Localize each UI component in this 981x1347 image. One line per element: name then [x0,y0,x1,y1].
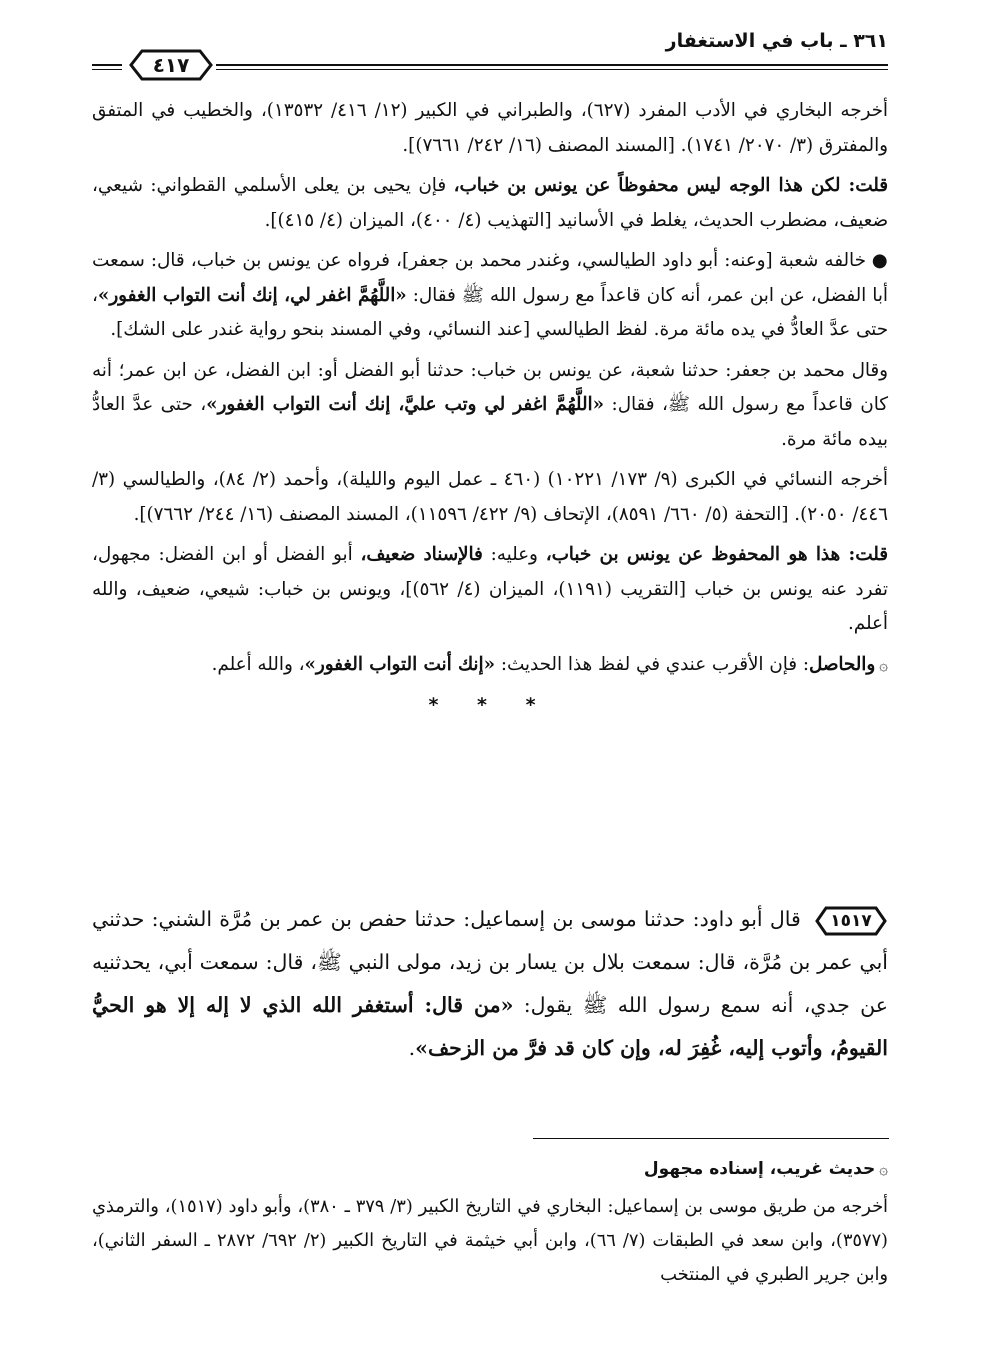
hadith-quote: «اللَّهُمَّ اغفر لي وتب عليَّ، إنك أنت التواب الغفور» [206,394,605,415]
page-number-badge [128,48,214,82]
paragraph-text: ، حتى عدَّ العادُّ بيده مائة مرة. [92,394,888,450]
page-header [92,28,888,82]
bold-lead: والحاصل [808,653,876,675]
hadith-quote: «اللَّهُمَّ اغفر لي، إنك أنت التواب الغفور» [97,284,407,306]
paragraph-2 [92,169,888,238]
paragraph-text: أخرجه البخاري في الأدب المفرد (٦٢٧)، والطبراني في الكبير (١٢/ ٤١٦/ ١٣٥٣٢)، والخطيب في المتفق والمفترق (٣/ ٢٠٧٠/ ١٧٤١). [المسند المصنف (١٦/ ٢٤٢/ ٧٦٦١)]. [92,100,888,156]
paragraph-text: فإن يحيى بن يعلى الأسلمي القطواني: شيعي، ضعيف، مضطرب الحديث، يغلط في الأسانيد [التهذيب (٤/ ٤٠٠)، الميزان (٤/ ٤١٥)]. [92,175,888,231]
paragraph-5 [92,463,888,532]
bold-verdict: فالإسناد ضعيف، [360,544,483,565]
header-rule-left [92,64,122,70]
footnote-paragraph: أخرجه من طريق موسى بن إسماعيل: البخاري في التاريخ الكبير (٣/ ٣٧٩ ـ ٣٨٠)، وأبو داود (١٥١٧)، والترمذي (٣٥٧٧)، وابن سعد في الطبقات (٧/ ٦٦)، وابن أبي خيثمة في التاريخ الكبير (٢/ ٦٩٢/ ٢٨٧٢ ـ السفر الثاني)، وابن جرير الطبري في المنتخب [92,1196,888,1285]
hadith-text-end: . [408,1036,416,1060]
hadith-quote: «من قال: أستغفر الله الذي لا إله إلا هو الحيُّ القيومُ، وأتوب إليه، غُفِرَ له، وإن كان قد فرَّ من الزحف» [92,993,888,1060]
header-rule [216,64,888,70]
ornament-icon: ۞ [879,655,888,674]
paragraph-text: خالفه شعبة [وعنه: أبو داود الطيالسي، وغندر محمد بن جعفر]، فرواه عن يونس بن خباب، قال: سمعت أبا الفضل، عن ابن عمر، أنه كان قاعداً مع رسول الله ﷺ فقال: [92,250,888,306]
page-number: ٤١٧ [152,53,190,77]
paragraph-text: أخرجه النسائي في الكبرى (٩/ ١٧٣/ ١٠٢٢١) (٤٦٠ ـ عمل اليوم والليلة)، وأحمد (٢/ ٨٤)، والطيالسي (٣/ ٤٤٦/ ٢٠٥٠). [التحفة (٥/ ٦٦٠/ ٨٥٩١)، الإتحاف (٩/ ٤٢٢/ ١١٥٩٦)، المسند المصنف (١٦/ ٢٤٤/ ٧٦٦٢)]. [92,469,888,525]
hadith-number-badge [814,905,888,937]
paragraph-text: ، حتى عدَّ العادُّ في يده مائة مرة. لفظ الطيالسي [عند النسائي، وفي المسند بنحو رواية غندر على الشك]. [92,284,888,340]
grade-text: حديث غريب، إسناده مجهول [643,1159,876,1179]
section-separator: * * * [428,694,552,716]
bold-lead: قلت: هذا هو المحفوظ عن يونس بن خباب، [545,544,888,565]
paragraph-1 [92,94,888,163]
chapter-title: ٣٦١ ـ باب في الاستغفار [665,30,888,52]
footnote-block [92,1152,888,1296]
main-text [92,94,888,731]
bullet-icon: ● [871,250,888,271]
hadith-grade [92,1152,888,1186]
paragraph-text: وقال محمد بن جعفر: حدثنا شعبة، عن يونس بن خباب: حدثنا أبو الفضل أو: ابن الفضل، عن ابن عمر؛ أنه كان قاعداً مع رسول الله ﷺ، فقال: [92,359,888,415]
paragraph-text: أبو الفضل أو ابن الفضل: مجهول، تفرد عنه يونس بن خباب [التقريب (١١٩١)، الميزان (٤/ ٥٦٢)]، ويونس بن خباب: شيعي، ضعيف، والله أعلم. [92,544,888,634]
paragraph-text: ، والله أعلم. [211,653,305,675]
bold-lead: قلت: لكن هذا الوجه ليس محفوظاً عن يونس بن خباب، [453,175,888,196]
paragraph-6 [92,538,888,642]
hadith-text: قال أبو داود: حدثنا موسى بن إسماعيل: حدثنا حفص بن عمر بن مُرَّة الشني: حدثني أبي عمر بن مُرَّة، قال: سمعت بلال بن يسار بن زيد، مولى النبي ﷺ، قال: سمعت أبي، يحدثنيه عن جدي، أنه سمع رسول الله ﷺ يقول: [92,907,888,1017]
footnote-divider [533,1138,889,1139]
ornament-icon: ۞ [879,1160,888,1178]
paragraph-text: : فإن الأقرب عندي في لفظ هذا الحديث: [495,653,809,675]
hadith-block [92,898,888,1070]
paragraph-7 [92,648,888,683]
hadith-number: ١٥١٧ [830,910,872,931]
hadith-quote: «إنك أنت التواب الغفور» [304,653,496,675]
hadith-paragraph [92,898,888,1070]
footnote-text [92,1190,888,1292]
paragraph-3 [92,244,888,348]
paragraph-text: وعليه: [482,544,546,565]
paragraph-4 [92,354,888,458]
